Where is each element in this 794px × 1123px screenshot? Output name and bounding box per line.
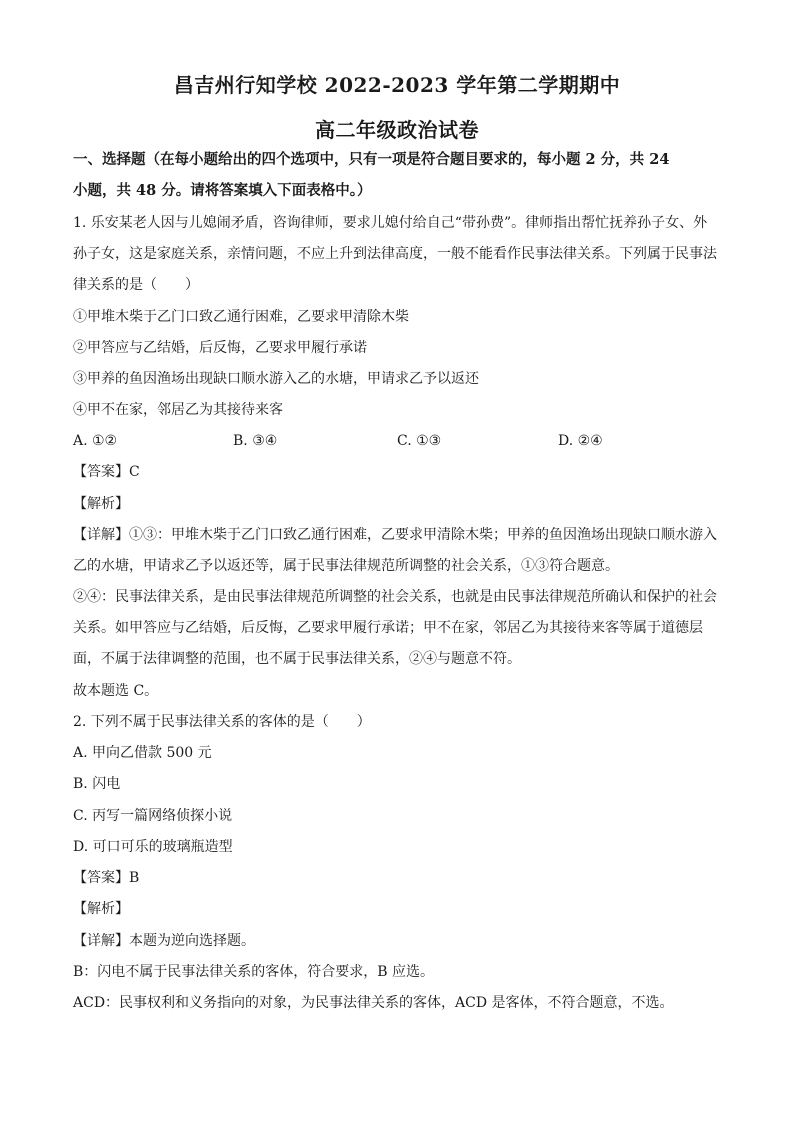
q2-detail-line1: 【详解】本题为逆向选择题。 <box>73 933 255 949</box>
q1-option-c: C. ①③ <box>397 433 442 449</box>
q1-detail-line1: 【详解】①③：甲堆木柴于乙门口致乙通行困难，乙要求甲清除木柴；甲养的鱼因渔场出现缺口顺水游入 <box>73 527 717 543</box>
q1-detail-line2: 乙的水塘，甲请求乙予以返还等，属于民事法律规范所调整的社会关系，①③符合题意。 <box>73 558 619 574</box>
q1-option-d: D. ②④ <box>558 433 603 449</box>
section-heading-line1: 一、选择题（在每小题给出的四个选项中，只有一项是符合题目要求的，每小题 2 分，共 24 <box>73 151 670 168</box>
q1-item-4: ④甲不在家，邻居乙为其接待来客 <box>73 402 283 418</box>
q2-detail-line3: ACD：民事权利和义务指向的对象，为民事法律关系的客体，ACD 是客体，不符合题意，不选。 <box>73 995 674 1011</box>
q1-answer: 【答案】C <box>73 464 140 480</box>
q1-item-2: ②甲答应与乙结婚，后反悔，乙要求甲履行承诺 <box>73 340 367 356</box>
q1-stem-line2: 孙子女，这是家庭关系，亲情问题，不应上升到法律高度，一般不能看作民事法律关系。下列属于民事法 <box>73 246 717 262</box>
q1-detail-line5: 面，不属于法律调整的范围，也不属于民事法律关系，②④与题意不符。 <box>73 651 521 667</box>
q1-stem-line1: 1. 乐安某老人因与儿媳闹矛盾，咨询律师，要求儿媳付给自己“带孙费”。律师指出帮忙抚养孙子女、外 <box>73 215 708 231</box>
q1-item-1: ①甲堆木柴于乙门口致乙通行困难，乙要求甲清除木柴 <box>73 309 409 325</box>
q1-analysis-label: 【解析】 <box>73 496 129 512</box>
q2-analysis-label: 【解析】 <box>73 901 129 917</box>
q2-detail-line2: B：闪电不属于民事法律关系的客体，符合要求，B 应选。 <box>73 964 435 980</box>
q1-item-3: ③甲养的鱼因渔场出现缺口顺水游入乙的水塘，甲请求乙予以返还 <box>73 371 479 387</box>
q1-option-a: A. ①② <box>73 433 118 449</box>
q1-detail-line4: 关系。如甲答应与乙结婚，后反悔，乙要求甲履行承诺；甲不在家，邻居乙为其接待来客等属于道德层 <box>73 620 703 636</box>
q2-stem: 2. 下列不属于民事法律关系的客体的是（ ） <box>73 714 371 730</box>
exam-title-line1: 昌吉州行知学校 2022-2023 学年第二学期期中 <box>173 73 621 97</box>
q2-answer: 【答案】B <box>73 870 140 886</box>
q2-option-c: C. 丙写一篇网络侦探小说 <box>73 808 233 824</box>
q1-stem-line3: 律关系的是（ ） <box>73 277 199 293</box>
section-heading-line2: 小题，共 48 分。请将答案填入下面表格中。） <box>73 182 372 199</box>
q1-conclusion: 故本题选 C。 <box>73 683 159 699</box>
q1-option-b: B. ③④ <box>233 433 278 449</box>
q2-option-d: D. 可口可乐的玻璃瓶造型 <box>73 839 233 855</box>
q2-option-b: B. 闪电 <box>73 776 121 792</box>
q2-option-a: A. 甲向乙借款 500 元 <box>73 745 212 761</box>
exam-title-line2: 高二年级政治试卷 <box>315 118 479 142</box>
q1-detail-line3: ②④：民事法律关系，是由民事法律规范所调整的社会关系，也就是由民事法律规范所确认和保护的社会 <box>73 589 717 605</box>
